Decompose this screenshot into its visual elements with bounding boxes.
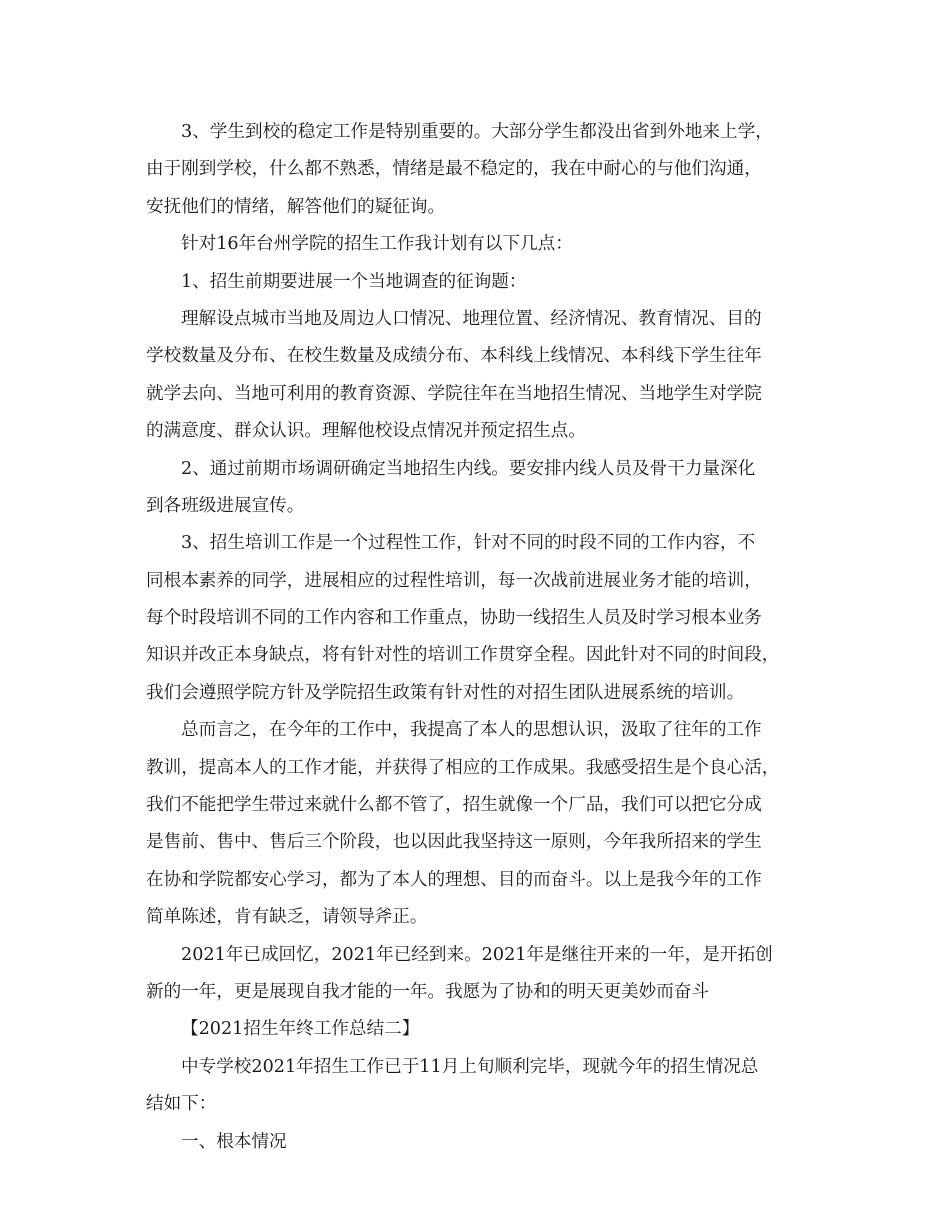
text-line: 教训，提高本人的工作才能，并获得了相应的工作成果。我感受招生是个良心活，: [146, 757, 780, 778]
text-line: 同根本素养的同学，进展相应的过程性培训，每一次战前进展业务才能的培训，: [146, 570, 762, 591]
text-line: 结如下：: [146, 1094, 217, 1115]
text-line: 在协和学院都安心学习，都为了本人的理想、目的而奋斗。以上是我今年的工作: [146, 869, 762, 890]
section-heading: 【2021招生年终工作总结二】: [181, 1019, 420, 1040]
text-line: 安抚他们的情绪，解答他们的疑征询。: [146, 196, 446, 217]
subsection-heading: 一、根本情况: [181, 1131, 287, 1152]
text-line: 2021年已成回忆，2021年已经到来。2021年是继往开来的一年，是开拓创: [181, 944, 773, 965]
text-line: 中专学校2021年招生工作已于11月上旬顺利完毕，现就今年的招生情况总: [181, 1056, 759, 1077]
text-line: 到各班级进展宣传。: [146, 495, 305, 516]
text-line: 的满意度、群众认识。理解他校设点情况并预定招生点。: [146, 421, 586, 442]
text-line: 总而言之，在今年的工作中，我提高了本人的思想认识，汲取了往年的工作: [181, 720, 762, 741]
text-line: 我们会遵照学院方针及学院招生政策有针对性的对招生团队进展系统的培训。: [146, 682, 745, 703]
text-line: 就学去向、当地可利用的教育资源、学院往年在当地招生情况、当地学生对学院: [146, 383, 762, 404]
text-line: 新的一年，更是展现自我才能的一年。我愿为了协和的明天更美妙而奋斗: [146, 981, 710, 1002]
text-line: 1、招生前期要进展一个当地调查的征询题：: [181, 271, 527, 292]
text-line: 由于刚到学校，什么都不熟悉，情绪是最不稳定的，我在中耐心的与他们沟通，: [146, 159, 762, 180]
text-line: 针对16年台州学院的招生工作我计划有以下几点：: [181, 234, 573, 255]
document-body: [146, 114, 811, 1161]
text-line: 3、学生到校的稳定工作是特别重要的。大部分学生都没出省到外地来上学，: [181, 122, 773, 142]
text-line: 每个时段培训不同的工作内容和工作重点，协助一线招生人员及时学习根本业务: [146, 608, 762, 629]
text-line: 知识并改正本身缺点，将有针对性的培训工作贯穿全程。因此针对不同的时间段，: [146, 645, 780, 666]
text-line: 3、招生培训工作是一个过程性工作，针对不同的时段不同的工作内容，不: [181, 533, 756, 554]
text-line: 学校数量及分布、在校生数量及成绩分布、本科线上线情况、本科线下学生往年: [146, 346, 762, 367]
text-line: 理解设点城市当地及周边人口情况、地理位置、经济情况、教育情况、目的: [181, 308, 762, 329]
text-line: 2、通过前期市场调研确定当地招生内线。要安排内线人员及骨干力量深化: [181, 458, 756, 479]
text-line: 是售前、售中、售后三个阶段，也以因此我坚持这一原则，今年我所招来的学生: [146, 832, 762, 853]
text-line: 我们不能把学生带过来就什么都不管了，招生就像一个厂品，我们可以把它分成: [146, 795, 762, 816]
text-line: 简单陈述，肯有缺乏，请领导斧正。: [146, 907, 428, 928]
